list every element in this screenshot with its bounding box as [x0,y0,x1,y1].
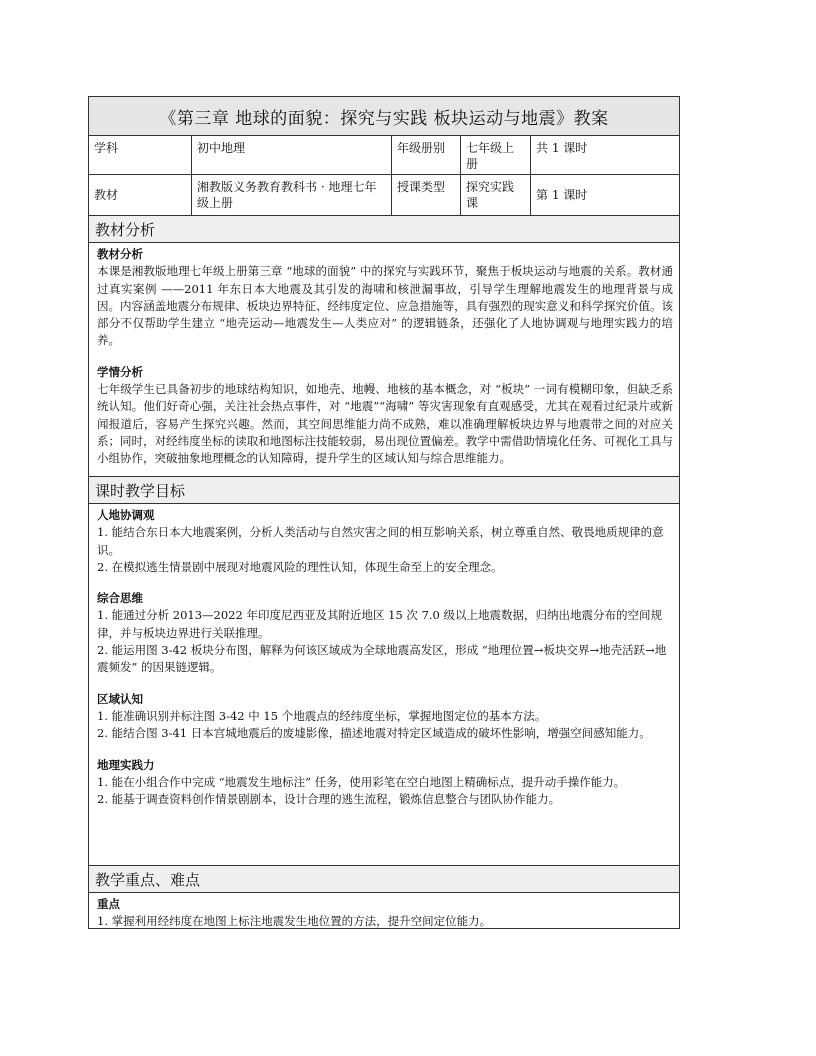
goal-item: 2. 能运用图 3-42 板块分布图，解释为何该区域成为全球地震高发区，形成 “地理位置→板块交界→地壳活跃→地震频发” 的因果链逻辑。 [97,643,667,675]
goal-item: 1. 能结合东日本大地震案例，分析人类活动与自然灾害之间的相互影响关系，树立尊重自然、敬畏地质规律的意识。 [97,525,664,557]
goal-group-practice [97,757,673,809]
goal-item: 1. 能在小组合作中完成 “地震发生地标注” 任务，使用彩笔在空白地图上精确标点，提升动手操作能力。 [97,774,626,789]
subheading-learner: 学情分析 [97,364,143,379]
goal-group-title: 地理实践力 [97,757,155,772]
info-cell-type-label: 授课类型 [392,175,461,215]
info-cell-subject-label: 学科 [89,136,192,175]
section-heading-goals: 课时教学目标 [89,476,679,504]
keypoint-item: 1. 掌握利用经纬度在地图上标注地震发生地位置的方法，提升空间定位能力。 [97,914,492,929]
goal-group-title: 人地协调观 [97,508,155,522]
info-table [89,136,679,216]
info-cell-grade-label: 年级册别 [392,136,461,175]
info-cell-grade-value: 七年级上册 [461,136,531,175]
subheading-keypoint: 重点 [97,897,120,911]
section-heading-keypoints: 教学重点、难点 [89,865,679,893]
paragraph-material: 本课是湘教版地理七年级上册第三章 “地球的面貌” 中的探究与实践环节，聚焦于板块运动与地震的关系。教材通过真实案例 ——2011 年东日本大地震及其引发的海啸和核泄漏事故，引导学生理解地震发生的地理背景与成因。内容涵盖地震分布规律、板块边界特征、经纬度定位、应急措施等，具有强烈的现实意义和科学探究价值。该部分不仅帮助学生建立 “地壳运动—地震发生—人类应对” 的逻辑链条，还强化了人地协调观与地理实践力的培养。 [97,264,673,348]
goal-group-title: 区域认知 [97,691,143,706]
lesson-plan-document [88,96,680,929]
info-cell-type-value: 探究实践课 [461,175,531,215]
info-cell-textbook-label: 教材 [89,175,192,215]
goal-item: 2. 能基于调查资料创作情景剧剧本，设计合理的逃生流程，锻炼信息整合与团队协作能力。 [97,792,561,807]
goal-group-integrated-thinking [97,590,673,676]
section-body-keypoints [89,893,679,928]
info-cell-period-current: 第 1 课时 [536,188,588,202]
info-cell-textbook-value: 湘教版义务教育教科书 · 地理七年级上册 [192,175,392,215]
paragraph-learner: 七年级学生已具备初步的地球结构知识，如地壳、地幔、地核的基本概念，对 “板块” 一词有模糊印象，但缺乏系统认知。他们好奇心强，关注社会热点事件，对 “地震”“海啸” 等灾害现象有直观感受，尤其在观看过纪录片或新闻报道后，容易产生探究兴趣。然而，其空间思维能力尚不成熟，难以准确理解板块边界与地震带之间的对应关系；同时，对经纬度坐标的读取和地图标注技能较弱，易出现位置偏差。教学中需借助情境化任务、可视化工具与小组协作，突破抽象地理概念的认知障碍，提升学生的区域认知与综合思维能力。 [97,382,673,466]
goal-item: 2. 在模拟逃生情景剧中展现对地震风险的理性认知，体现生命至上的安全理念。 [97,559,503,574]
goal-group-title: 综合思维 [97,591,143,606]
section-body-goals [89,504,679,865]
info-cell-period-total: 共 1 课时 [531,136,679,175]
section-body-analysis [89,243,679,476]
goal-item: 1. 能准确识别并标注图 3-42 中 15 个地震点的经纬度坐标，掌握地图定位的基本方法。 [97,708,547,723]
info-cell-subject-value: 初中地理 [192,136,392,175]
goal-group-human-earth [97,507,673,576]
goal-group-regional-cognition [97,691,673,743]
subheading-material: 教材分析 [97,247,143,261]
section-heading-analysis: 教材分析 [89,216,679,243]
goal-item: 1. 能通过分析 2013—2022 年印度尼西亚及其附近地区 15 次 7.0 级以上地震数据，归纳出地震分布的空间规律，并与板块边界进行关联推理。 [97,608,663,640]
document-title: 《第三章 地球的面貌：探究与实践 板块运动与地震》教案 [89,97,679,136]
goal-item: 2. 能结合图 3-41 日本宫城地震后的废墟影像，描述地震对特定区域造成的破坏性影响，增强空间感知能力。 [97,726,651,741]
